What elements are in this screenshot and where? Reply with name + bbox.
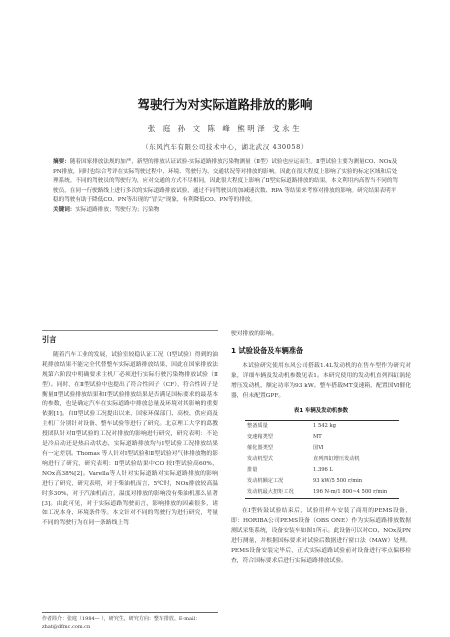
table-caption: 表1 车辆及发动机参数 — [293, 408, 349, 415]
section1-paragraph-2: 在Ⅰ型转鼓试验结束后，试验用样车安装了商用的PEMS设备，即：HORIBA公司PEMS设备（OBS ONE）作为实际道路排放数据测试采集系统，设备安装车如图1所示。此设备可以对CO、NOx及PN进行测量，并根据国标要求对试验后数据进行窗口法（MAW）处理。PEMS设备安装完毕后，正式实际道路试验前对设备进行零点偏移检查，符合国标要求后进行实际道路排放试验。 — [231, 508, 411, 564]
table-cell-value: 1 542 kg — [313, 423, 336, 430]
keywords-text: 实际道路排放；驾驶行为；污染物 — [75, 206, 160, 213]
table-cell-parameter: 发动机最大扭矩工况 — [247, 489, 294, 496]
table-row — [245, 465, 399, 476]
table-cell-value: 196 N·m/1 800~4 500 r/min — [313, 489, 388, 496]
table-cell-parameter: 发动机额定工况 — [247, 478, 284, 485]
table-cell-value: 93 kW/5 500 r/min — [313, 478, 363, 485]
table-cell-parameter: 排量 — [247, 467, 258, 474]
abstract-block — [53, 158, 399, 216]
table-row — [245, 476, 399, 487]
section-heading-intro: 引言 — [42, 335, 57, 344]
table-row — [245, 443, 399, 454]
table-cell-value: 1.396 L — [313, 467, 333, 474]
left-column — [42, 330, 218, 529]
table-row — [245, 454, 399, 465]
author-list: 张 庭 孙 文 陈 峰 熊明泽 戈永生 — [147, 124, 303, 133]
affiliation: （东风汽车有限公司技术中心，湖北武汉 430058） — [142, 143, 308, 151]
keywords-label: 关键词： — [53, 206, 76, 213]
abstract-label: 摘要： — [53, 159, 70, 165]
section1-paragraph-1: 本试验研究使用东风公司搭载1.4L发动机的在售车型作为研究对象，详细车辆及发动机参数见表1。本研究使用的发动机直列四缸涡轮增压发动机，额定功率为93 kW。整车搭载MT变速箱，配置国Ⅵ催化器，但未配置GPF。 — [231, 362, 411, 399]
table-cell-value: 国Ⅵ — [313, 445, 324, 452]
abstract-text: 随着国家排放法规的加严，新型的排放认证试验-实际道路排放污染物测量（Ⅱ型）试验也应运而生。Ⅱ型试验主要为测量CO、NOx及PN排放，同时也综合考评在实际驾驶过程中，环境、驾驶行为、交通状况等对排放的影响。因此在很大程度上影响了实验的标定区域和后处理系统。不同的驾驶员的驾驶行为，应对交通的方式不尽相同，因此很大程度上影响了Ⅱ型实际道路排放的结果。本文利用内高智当不同的驾驶员，在同一行驶路线上进行多次的实际道路排放试验，通过不同驾驶员的加减速次数、RPA 等结果来考察对排放的影响。研究结果表明平稳的驾驶有助于降低CO、PN等出现的“冒尖”现象，有利降低CO、PN等的排放。 — [53, 159, 399, 204]
footnote: 作者简介：张庭（1984— ），研究生，研究方向：整车排放。E-mail：zhat@dfmc.com.cn — [42, 612, 218, 631]
table-cell-parameter: 整备质量 — [247, 423, 268, 430]
continuation-text: 驶对排放的影响。 — [231, 331, 278, 337]
paper-title: 驾驶行为对实际道路排放的影响 — [137, 97, 313, 112]
table-cell-parameter: 催化器类型 — [247, 445, 273, 452]
right-column — [231, 330, 411, 567]
table-row — [245, 432, 399, 443]
keywords-line — [53, 206, 399, 216]
column-divider — [42, 330, 218, 331]
table-cell-value: MT — [313, 434, 322, 441]
section-heading-1: 1 试验设备及车辆准备 — [231, 345, 304, 355]
table-cell-parameter: 发动机型式 — [247, 456, 273, 463]
table-row — [245, 487, 399, 499]
parameter-table — [245, 420, 399, 499]
intro-paragraph: 随着汽车工业的发展，试验室较稳认证工况（Ⅰ型试验）得到的油耗排放结果不能完全代替整车实际道路排放结果，因此在国家排放法规第六阶段中明确要求主机厂必须进行实际行驶污染物排放试验（Ⅱ型）。同时，在Ⅱ型试验中也提出了符合性因子（CF），符合性因子是衡量Ⅱ型试验排放结果和Ⅰ型试验排放结果是否满足国标要求的最基本的参数，也是确定汽车在实际道路中排放总量及环境对其影响的重要依据[1]。自Ⅱ型试验工况提出以来，国家环保部门、高校、供应商及主机厂分别针对设备、整车试验等进行了研究。北京理工大学的葛教授团队针对Ⅱ型试验的工况对排放的影响进行研究，研究表明：不论是冷启动还是热启动状态，实际道路排放均与Ⅰ型试验工况排放结果有一定差别。Thomas 等人针对Ⅰ型试验和Ⅱ型试验对气体排放物的影响进行了研究，研究表明：Ⅱ型试验结果中CO 较Ⅰ型试验高60%，NOx高38%[2]。Varella等人针对实际道路对实际道路排放的影响进行了研究，研究表明，对于柴油机而言，5℃时，NOx排放较高温时多30%，对于汽油机而言，温度对排放的影响没有柴油机那么显著[3]。由此可见，对于实际道路驾驶而言，影响排放的因素很多，诸如工况本身、环境条件等。本文针对不同的驾驶行为进行研究，考量不同的驾驶行为在同一条路线上驾 — [42, 351, 219, 527]
table-row — [245, 421, 399, 433]
table-cell-value: 直列四缸增压发动机 — [313, 456, 360, 463]
table-cell-parameter: 变速箱类型 — [247, 434, 273, 441]
